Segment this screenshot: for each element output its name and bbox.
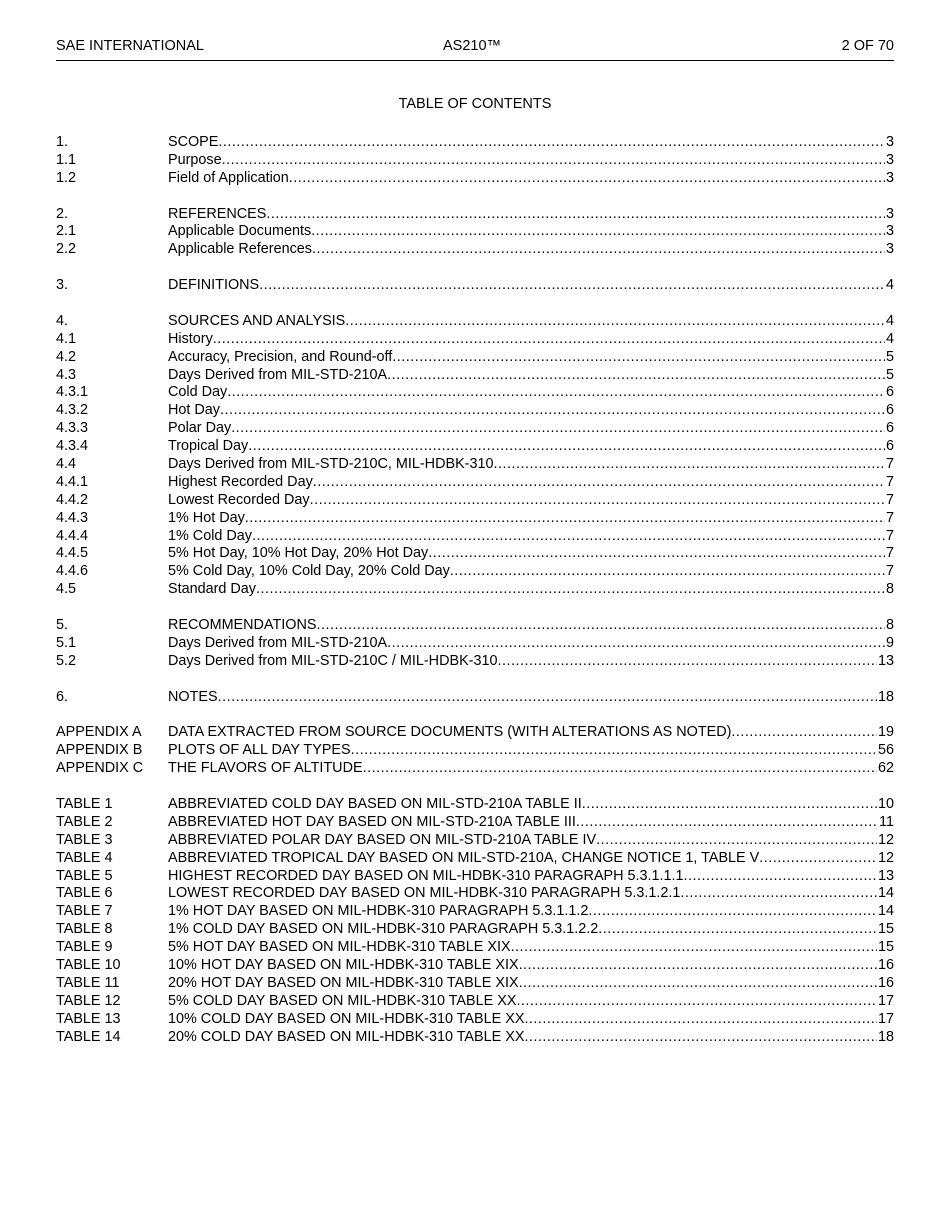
toc-dot-leader — [428, 545, 885, 563]
toc-entry-number: 4.4.6 — [56, 563, 89, 580]
toc-entry-title: 5% HOT DAY BASED ON MIL-HDBK-310 TABLE XIX — [168, 939, 511, 956]
toc-entry-page: 12 — [877, 831, 894, 848]
toc-entry-title: Standard Day — [168, 581, 256, 598]
toc-entry-number: 4.4.2 — [56, 491, 89, 508]
toc-dot-leader — [231, 420, 885, 438]
toc-entry-page: 12 — [877, 849, 894, 866]
toc-entry-page: 7 — [885, 563, 894, 580]
toc-entry-page: 4 — [885, 330, 894, 347]
toc-entry-title: 10% HOT DAY BASED ON MIL-HDBK-310 TABLE XIX — [168, 956, 519, 973]
toc-dot-leader — [680, 885, 877, 903]
toc-entry-number: 4.4.1 — [56, 473, 89, 490]
toc-entry[interactable] — [56, 921, 894, 939]
header-doc-number: AS210™ — [443, 38, 502, 54]
toc-entry[interactable] — [56, 1011, 894, 1029]
toc-dot-leader — [363, 760, 877, 778]
toc-entry-title: Days Derived from MIL-STD-210A — [168, 634, 388, 651]
toc-entry-title: ABBREVIATED POLAR DAY BASED ON MIL-STD-210A TABLE IV — [168, 831, 597, 848]
toc-entry-title: Days Derived from MIL-STD-210C / MIL-HDBK-310 — [168, 652, 498, 669]
toc-entry[interactable] — [56, 581, 894, 599]
toc-dot-leader — [289, 170, 885, 188]
header-page-number: 2 OF 70 — [841, 38, 894, 54]
toc-entry-title: 20% HOT DAY BASED ON MIL-HDBK-310 TABLE XIX — [168, 974, 519, 991]
toc-entry-number: TABLE 13 — [56, 1010, 121, 1027]
toc-entry-page: 10 — [877, 795, 894, 812]
toc-entry[interactable] — [56, 170, 894, 188]
toc-entry-page: 6 — [885, 384, 894, 401]
toc-entry[interactable] — [56, 384, 894, 402]
toc-entry-number: 4.4.3 — [56, 509, 89, 526]
toc-dot-leader — [511, 939, 877, 957]
toc-entry-number: 1.2 — [56, 169, 77, 186]
page-header — [56, 38, 894, 61]
toc-entry-page: 8 — [885, 617, 894, 634]
toc-dot-leader — [598, 921, 877, 939]
toc-dot-leader — [588, 903, 877, 921]
toc-entry-number: TABLE 2 — [56, 813, 113, 830]
toc-entry-title: HIGHEST RECORDED DAY BASED ON MIL-HDBK-310 PARAGRAPH 5.3.1.1.1 — [168, 867, 684, 884]
toc-entry[interactable] — [56, 134, 894, 152]
toc-entry-page: 7 — [885, 545, 894, 562]
toc-entry-title: REFERENCES — [168, 205, 267, 222]
toc-entry-title: 1% Hot Day — [168, 509, 245, 526]
toc-dot-leader — [312, 241, 885, 259]
toc-entry-number: 5.2 — [56, 652, 77, 669]
toc-entry-page: 17 — [877, 992, 894, 1009]
toc-entry-page: 11 — [879, 813, 894, 830]
toc-entry-title: Hot Day — [168, 402, 220, 419]
toc-entry-page: 4 — [885, 312, 894, 329]
toc-dot-leader — [310, 492, 885, 510]
header-org: SAE INTERNATIONAL — [56, 38, 204, 54]
toc-entry-page: 17 — [877, 1010, 894, 1027]
toc-entry-number: 4.4.4 — [56, 527, 89, 544]
toc-entry-title: 10% COLD DAY BASED ON MIL-HDBK-310 TABLE XX — [168, 1010, 525, 1027]
toc-entry-number: APPENDIX B — [56, 742, 143, 759]
toc-entry-number: 5. — [56, 617, 69, 634]
toc-dot-leader — [387, 635, 885, 653]
toc-entry-number: TABLE 14 — [56, 1028, 121, 1045]
toc-entry-title: Polar Day — [168, 420, 232, 437]
toc-entry-page: 3 — [885, 241, 894, 258]
toc-dot-leader — [256, 581, 885, 599]
toc-entry-number: 4.3.1 — [56, 384, 89, 401]
toc-dot-leader — [519, 975, 877, 993]
toc-entry[interactable] — [56, 850, 894, 868]
toc-entry-page: 5 — [885, 348, 894, 365]
toc-dot-leader — [213, 331, 885, 349]
toc-entry[interactable] — [56, 975, 894, 993]
toc-entry-page: 3 — [885, 169, 894, 186]
toc-entry-number: TABLE 8 — [56, 921, 113, 938]
toc-entry-title: 5% Hot Day, 10% Hot Day, 20% Hot Day — [168, 545, 429, 562]
toc-entry-number: APPENDIX A — [56, 724, 142, 741]
toc-entry-title: NOTES — [168, 688, 218, 705]
toc-dot-leader — [351, 742, 877, 760]
toc-entry-title: 5% COLD DAY BASED ON MIL-HDBK-310 TABLE XX — [168, 992, 517, 1009]
toc-dot-leader — [493, 456, 885, 474]
toc-entry-title: 5% Cold Day, 10% Cold Day, 20% Cold Day — [168, 563, 450, 580]
toc-entry-page: 13 — [877, 867, 894, 884]
toc-entry[interactable] — [56, 742, 894, 760]
toc-entry[interactable] — [56, 545, 894, 563]
toc-entry[interactable] — [56, 653, 894, 671]
toc-entry[interactable] — [56, 528, 894, 546]
toc-dot-leader — [345, 313, 885, 331]
toc-entry-title: Field of Application — [168, 169, 289, 186]
toc-entry-number: TABLE 10 — [56, 956, 121, 973]
toc-entry-title: LOWEST RECORDED DAY BASED ON MIL-HDBK-310 PARAGRAPH 5.3.1.2.1 — [168, 885, 681, 902]
toc-entry-page: 5 — [885, 366, 894, 383]
toc-entry-title: ABBREVIATED COLD DAY BASED ON MIL-STD-210A TABLE II — [168, 795, 582, 812]
toc-entry[interactable] — [56, 724, 894, 742]
toc-entry-page: 19 — [877, 724, 894, 741]
toc-dot-leader — [450, 563, 885, 581]
toc-entry-title: ABBREVIATED HOT DAY BASED ON MIL-STD-210A TABLE III — [168, 813, 576, 830]
toc-entry[interactable] — [56, 223, 894, 241]
toc-entry[interactable] — [56, 563, 894, 581]
toc-dot-leader — [519, 957, 877, 975]
toc-entry[interactable] — [56, 402, 894, 420]
toc-entry-number: 2.2 — [56, 241, 77, 258]
toc-dot-leader — [222, 152, 885, 170]
toc-entry-page: 7 — [885, 527, 894, 544]
toc-dot-leader — [576, 814, 878, 832]
toc-entry[interactable] — [56, 635, 894, 653]
toc-entry-page: 56 — [877, 742, 894, 759]
toc-entry-page: 7 — [885, 509, 894, 526]
toc-dot-leader — [311, 223, 885, 241]
toc-entry[interactable] — [56, 152, 894, 170]
toc-entry-number: TABLE 1 — [56, 795, 113, 812]
toc-entry[interactable] — [56, 510, 894, 528]
toc-entry[interactable] — [56, 492, 894, 510]
toc-entry-page: 15 — [877, 921, 894, 938]
toc-entry-page: 13 — [877, 652, 894, 669]
toc-entry-title: RECOMMENDATIONS — [168, 617, 317, 634]
toc-dot-leader — [245, 510, 885, 528]
toc-entry-page: 62 — [877, 760, 894, 777]
toc-entry[interactable] — [56, 885, 894, 903]
toc-dot-leader — [252, 528, 885, 546]
toc-entry-title: Cold Day — [168, 384, 228, 401]
toc-dot-leader — [516, 993, 877, 1011]
toc-entry-number: 4.3.3 — [56, 420, 89, 437]
toc-dot-leader — [759, 850, 877, 868]
toc-entry-number: TABLE 7 — [56, 903, 113, 920]
toc-dot-leader — [218, 134, 885, 152]
toc-entry-title: DEFINITIONS — [168, 277, 260, 294]
toc-entry-page: 6 — [885, 420, 894, 437]
toc-entry-page: 16 — [877, 974, 894, 991]
toc-dot-leader — [524, 1029, 877, 1047]
toc-entry-number: TABLE 11 — [56, 974, 120, 991]
toc-entry-number: 4. — [56, 312, 69, 329]
toc-entry-number: TABLE 12 — [56, 992, 121, 1009]
toc-entry-number: 4.2 — [56, 348, 77, 365]
toc-entry-number: APPENDIX C — [56, 760, 144, 777]
toc-entry-title: 1% COLD DAY BASED ON MIL-HDBK-310 PARAGRAPH 5.3.1.2.2 — [168, 921, 599, 938]
toc-entry-title: DATA EXTRACTED FROM SOURCE DOCUMENTS (WITH ALTERATIONS AS NOTED) — [168, 724, 732, 741]
toc-title: TABLE OF CONTENTS — [398, 96, 552, 112]
toc-dot-leader — [392, 349, 885, 367]
toc-entry[interactable] — [56, 277, 894, 295]
toc-entry-number: 4.1 — [56, 330, 77, 347]
toc-entry-number: 4.3.2 — [56, 402, 89, 419]
toc-entry[interactable] — [56, 760, 894, 778]
toc-entry-title: 1% Cold Day — [168, 527, 252, 544]
toc-entry-title: 20% COLD DAY BASED ON MIL-HDBK-310 TABLE XX — [168, 1028, 525, 1045]
toc-entry-number: 1. — [56, 134, 69, 150]
toc-entry[interactable] — [56, 456, 894, 474]
toc-entry[interactable] — [56, 689, 894, 707]
toc-entry-page: 18 — [877, 1028, 894, 1045]
toc-entry-number: 4.3.4 — [56, 438, 89, 455]
toc-entry-number: TABLE 6 — [56, 885, 113, 902]
toc-entry-title: 1% HOT DAY BASED ON MIL-HDBK-310 PARAGRAPH 5.3.1.1.2 — [168, 903, 589, 920]
toc-dot-leader — [316, 617, 885, 635]
toc-entry-number: 1.1 — [56, 151, 77, 168]
toc-entry-number: 4.4.5 — [56, 545, 89, 562]
toc-entry-page: 7 — [885, 491, 894, 508]
toc-entry[interactable] — [56, 939, 894, 957]
toc-entry-title: Applicable References — [168, 241, 312, 258]
toc-entry-page: 8 — [885, 581, 894, 598]
toc-entry[interactable] — [56, 241, 894, 259]
toc-entry-title: THE FLAVORS OF ALTITUDE — [168, 760, 363, 777]
toc-dot-leader — [248, 438, 885, 456]
toc-dot-leader — [731, 724, 877, 742]
toc-entry-title: PLOTS OF ALL DAY TYPES — [168, 742, 351, 759]
toc-entry-title: Lowest Recorded Day — [168, 491, 310, 508]
toc-entry[interactable] — [56, 957, 894, 975]
toc-entry-page: 15 — [877, 939, 894, 956]
toc-entry[interactable] — [56, 438, 894, 456]
toc-entry-page: 3 — [885, 205, 894, 222]
table-of-contents — [56, 134, 894, 1046]
toc-dot-leader — [313, 474, 885, 492]
toc-dot-leader — [596, 832, 877, 850]
toc-entry-title: Accuracy, Precision, and Round-off — [168, 348, 393, 365]
toc-entry[interactable] — [56, 349, 894, 367]
toc-dot-leader — [387, 367, 885, 385]
toc-entry-number: 4.3 — [56, 366, 77, 383]
toc-entry-number: TABLE 9 — [56, 939, 113, 956]
toc-entry-title: SCOPE — [168, 134, 219, 150]
toc-entry-page: 18 — [877, 688, 894, 705]
toc-entry-page: 6 — [885, 438, 894, 455]
toc-entry-title: Highest Recorded Day — [168, 473, 313, 490]
toc-entry[interactable] — [56, 993, 894, 1011]
toc-entry[interactable] — [56, 617, 894, 635]
toc-dot-leader — [266, 206, 885, 224]
toc-entry[interactable] — [56, 868, 894, 886]
toc-entry[interactable] — [56, 903, 894, 921]
toc-entry-page: 14 — [877, 903, 894, 920]
toc-entry-title: Days Derived from MIL-STD-210C, MIL-HDBK-310 — [168, 456, 494, 473]
toc-entry-number: 2.1 — [56, 223, 77, 240]
toc-entry-number: TABLE 4 — [56, 849, 113, 866]
toc-entry[interactable] — [56, 474, 894, 492]
toc-dot-leader — [218, 689, 877, 707]
toc-entry[interactable] — [56, 814, 894, 832]
toc-entry-title: History — [168, 330, 213, 347]
toc-entry-title: SOURCES AND ANALYSIS — [168, 312, 346, 329]
toc-entry-number: TABLE 3 — [56, 831, 113, 848]
toc-entry-page: 4 — [885, 277, 894, 294]
toc-dot-leader — [524, 1011, 877, 1029]
toc-entry[interactable] — [56, 331, 894, 349]
toc-entry[interactable] — [56, 1029, 894, 1047]
toc-entry-number: 6. — [56, 688, 69, 705]
toc-entry-title: Days Derived from MIL-STD-210A — [168, 366, 388, 383]
toc-entry-number: 5.1 — [56, 634, 77, 651]
toc-entry-page: 6 — [885, 402, 894, 419]
toc-entry-title: ABBREVIATED TROPICAL DAY BASED ON MIL-STD-210A, CHANGE NOTICE 1, TABLE V — [168, 849, 760, 866]
toc-entry-page: 3 — [885, 223, 894, 240]
toc-entry-page: 9 — [885, 634, 894, 651]
toc-dot-leader — [227, 384, 885, 402]
toc-entry-number: 2. — [56, 205, 69, 222]
toc-entry[interactable] — [56, 420, 894, 438]
toc-dot-leader — [582, 796, 877, 814]
toc-entry-number: 4.5 — [56, 581, 77, 598]
toc-entry[interactable] — [56, 832, 894, 850]
toc-entry-number: TABLE 5 — [56, 867, 113, 884]
toc-entry-page: 7 — [885, 473, 894, 490]
toc-entry[interactable] — [56, 206, 894, 224]
toc-dot-leader — [497, 653, 877, 671]
toc-entry-title: Applicable Documents — [168, 223, 312, 240]
toc-entry-page: 16 — [877, 956, 894, 973]
toc-dot-leader — [259, 277, 885, 295]
toc-dot-leader — [220, 402, 885, 420]
toc-entry-number: 3. — [56, 277, 69, 294]
toc-entry-page: 14 — [877, 885, 894, 902]
toc-entry-page: 3 — [885, 151, 894, 168]
toc-entry[interactable] — [56, 313, 894, 331]
toc-entry-number: 4.4 — [56, 456, 77, 473]
toc-entry[interactable] — [56, 367, 894, 385]
toc-entry[interactable] — [56, 796, 894, 814]
toc-entry-title: Purpose — [168, 151, 222, 168]
toc-entry-page: 3 — [885, 134, 894, 150]
toc-entry-title: Tropical Day — [168, 438, 249, 455]
toc-entry-page: 7 — [885, 456, 894, 473]
toc-dot-leader — [684, 868, 877, 886]
